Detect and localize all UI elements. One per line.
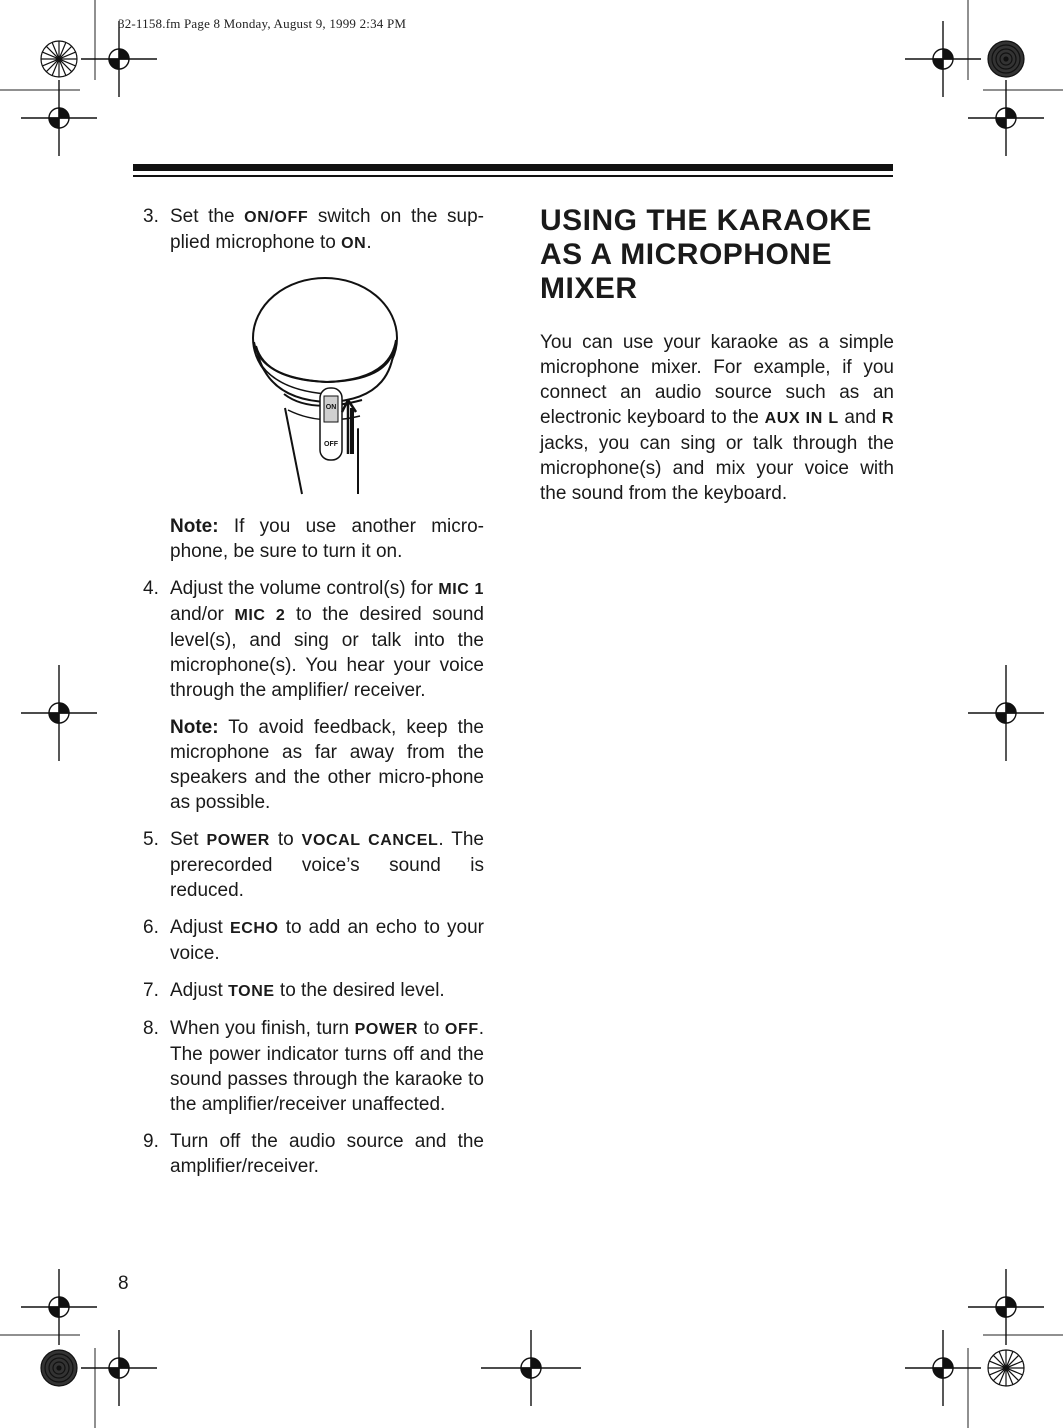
right-column	[540, 204, 894, 506]
keyword: ON/OFF	[244, 209, 309, 226]
section-paragraph: You can use your karaoke as a simple microphone mixer. For example, if you connect an audio source such as an electronic keyboard to the AUX IN L and R jacks, you can sing or talk through the microphone(s) and mix your voice with the sound from the keyboard.	[540, 332, 895, 504]
step-number: 6.	[143, 917, 159, 938]
step-number: 5.	[143, 829, 159, 850]
step-4: 4. Adjust the volume control(s) for MIC 1 and/or MIC 2 to the desired sound level(s), and sing or talk into the microphone(s). You hear your voice through the amplifier/ receiver.	[143, 578, 485, 701]
top-rule-thin	[133, 175, 893, 177]
step-number: 3.	[143, 206, 159, 227]
keyword: POWER	[206, 832, 270, 849]
top-rule-thick	[133, 164, 893, 171]
keyword: POWER	[354, 1021, 419, 1038]
step-9: 9. Turn off the audio source and the amplifier/receiver.	[143, 1131, 484, 1177]
step-8: 8. When you finish, turn POWER to OFF. The power indicator turns off and the sound passes through the karaoke to the amplifier/receiver unaffected.	[143, 1018, 484, 1115]
page-number: 8	[118, 1273, 129, 1294]
keyword: VOCAL CANCEL	[301, 832, 439, 849]
step-number: 8.	[143, 1018, 159, 1039]
file-header: 32-1158.fm Page 8 Monday, August 9, 1999 2:34 PM	[118, 16, 407, 31]
switch-off-label: OFF	[324, 441, 338, 448]
note-1: Note: If you use another micro-phone, be sure to turn it on.	[170, 516, 484, 562]
keyword: OFF	[444, 1021, 479, 1038]
step-number: 9.	[143, 1131, 159, 1152]
left-column	[140, 204, 484, 1191]
keyword: R	[881, 410, 895, 427]
keyword: TONE	[228, 983, 275, 1000]
note-label: Note:	[170, 717, 219, 738]
keyword: ON	[341, 235, 367, 252]
keyword: MIC 1	[438, 581, 485, 598]
section-heading: USING THE KARAOKE AS A MICROPHONE MIXER	[540, 204, 872, 305]
step-7: 7. Adjust TONE to the desired level.	[143, 980, 445, 1001]
step-5: 5. Set POWER to VOCAL CANCEL. The prerecorded voice’s sound is reduced.	[143, 829, 484, 901]
note-label: Note:	[170, 516, 219, 537]
step-3: 3. Set the ON/OFF switch on the sup-plied microphone to ON.	[143, 206, 484, 253]
switch-on-label: ON	[325, 404, 337, 411]
step-number: 7.	[143, 980, 159, 1001]
microphone-icon	[240, 268, 400, 498]
microphone-illustration	[140, 268, 484, 508]
step-6: 6. Adjust ECHO to add an echo to your voice.	[143, 917, 484, 964]
keyword: ECHO	[229, 920, 279, 937]
keyword: AUX IN L	[764, 410, 839, 427]
step-number: 4.	[143, 578, 159, 599]
keyword: MIC 2	[234, 607, 286, 624]
note-2: Note: To avoid feedback, keep the microphone as far away from the speakers and the other micro-phone as possible.	[170, 717, 484, 813]
